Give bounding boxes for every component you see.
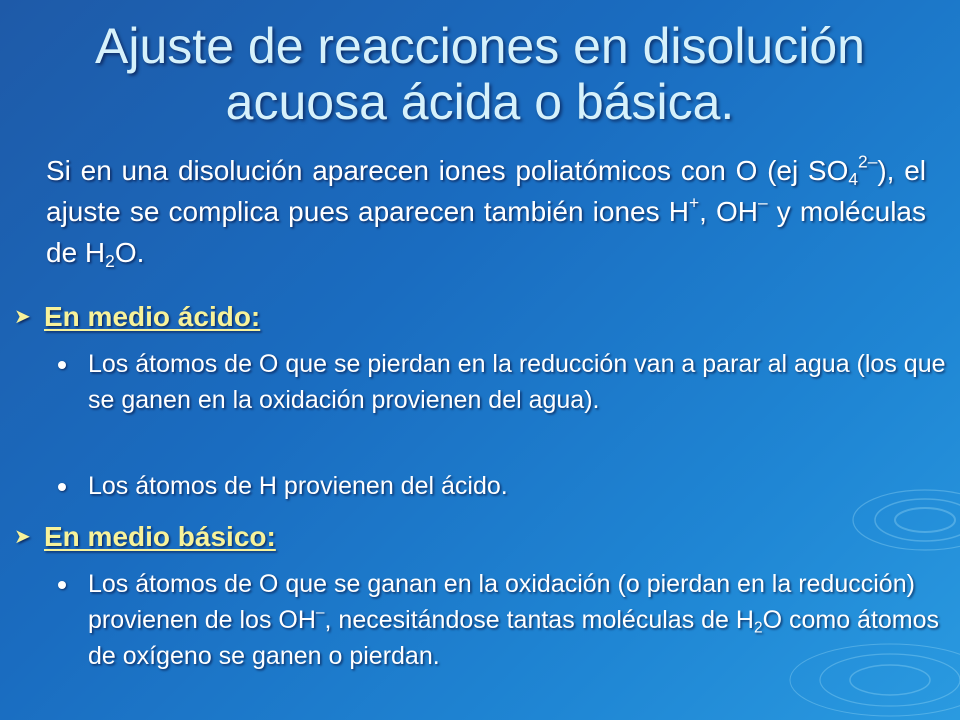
intro-superscript-minus: – — [758, 192, 768, 213]
basic-bullet-1-text — [88, 566, 948, 674]
intro-subscript-4: 4 — [848, 169, 859, 190]
round-bullet-icon — [58, 581, 66, 589]
basic-subscript-2: 2 — [753, 619, 763, 637]
slide-title — [0, 18, 960, 130]
basic-heading-label: En medio básico: — [44, 521, 276, 552]
intro-text-1: Si en una disolución aparecen iones poliatómicos con O (ej SO — [46, 155, 849, 186]
round-bullet-icon — [58, 361, 66, 369]
intro-subscript-2: 2 — [105, 251, 115, 272]
basic-bullet-text-b: , necesitándose tantas moléculas de H — [324, 606, 754, 634]
title-line-2: acuosa ácida o básica. — [225, 74, 735, 130]
acid-bullet-2 — [58, 468, 948, 504]
arrow-bullet-icon: ➤ — [14, 306, 31, 328]
basic-heading — [14, 520, 276, 554]
acid-bullet-2-text: Los átomos de H provienen del ácido. — [88, 472, 508, 500]
intro-text-3: , OH — [699, 196, 759, 227]
basic-superscript-minus: – — [315, 603, 325, 621]
arrow-bullet-icon: ➤ — [14, 526, 31, 548]
intro-paragraph — [46, 150, 926, 273]
intro-text-2: ), el ajuste se complica pues aparecen también iones H — [46, 155, 926, 227]
basic-bullet-text-c: O como átomos de oxígeno se ganen o pierdan. — [88, 606, 940, 670]
intro-text-4: y moléculas de H — [46, 196, 926, 268]
round-bullet-icon — [58, 483, 66, 491]
intro-text-5: O. — [114, 237, 145, 268]
acid-heading — [14, 300, 260, 334]
intro-superscript-charge: 2– — [858, 151, 878, 172]
acid-heading-label: En medio ácido: — [44, 301, 261, 332]
intro-superscript-plus: + — [688, 192, 700, 213]
basic-bullet-text-a: Los átomos de O que se ganan en la oxidación (o pierdan en la reducción) provienen de los OH — [88, 570, 915, 634]
acid-bullet-1 — [58, 346, 948, 418]
basic-bullet-1 — [58, 566, 948, 674]
acid-bullet-1-text: Los átomos de O que se pierdan en la reducción van a parar al agua (los que se ganen en la oxidación provienen del agua). — [88, 350, 946, 414]
title-line-1: Ajuste de reacciones en disolución — [95, 18, 865, 74]
